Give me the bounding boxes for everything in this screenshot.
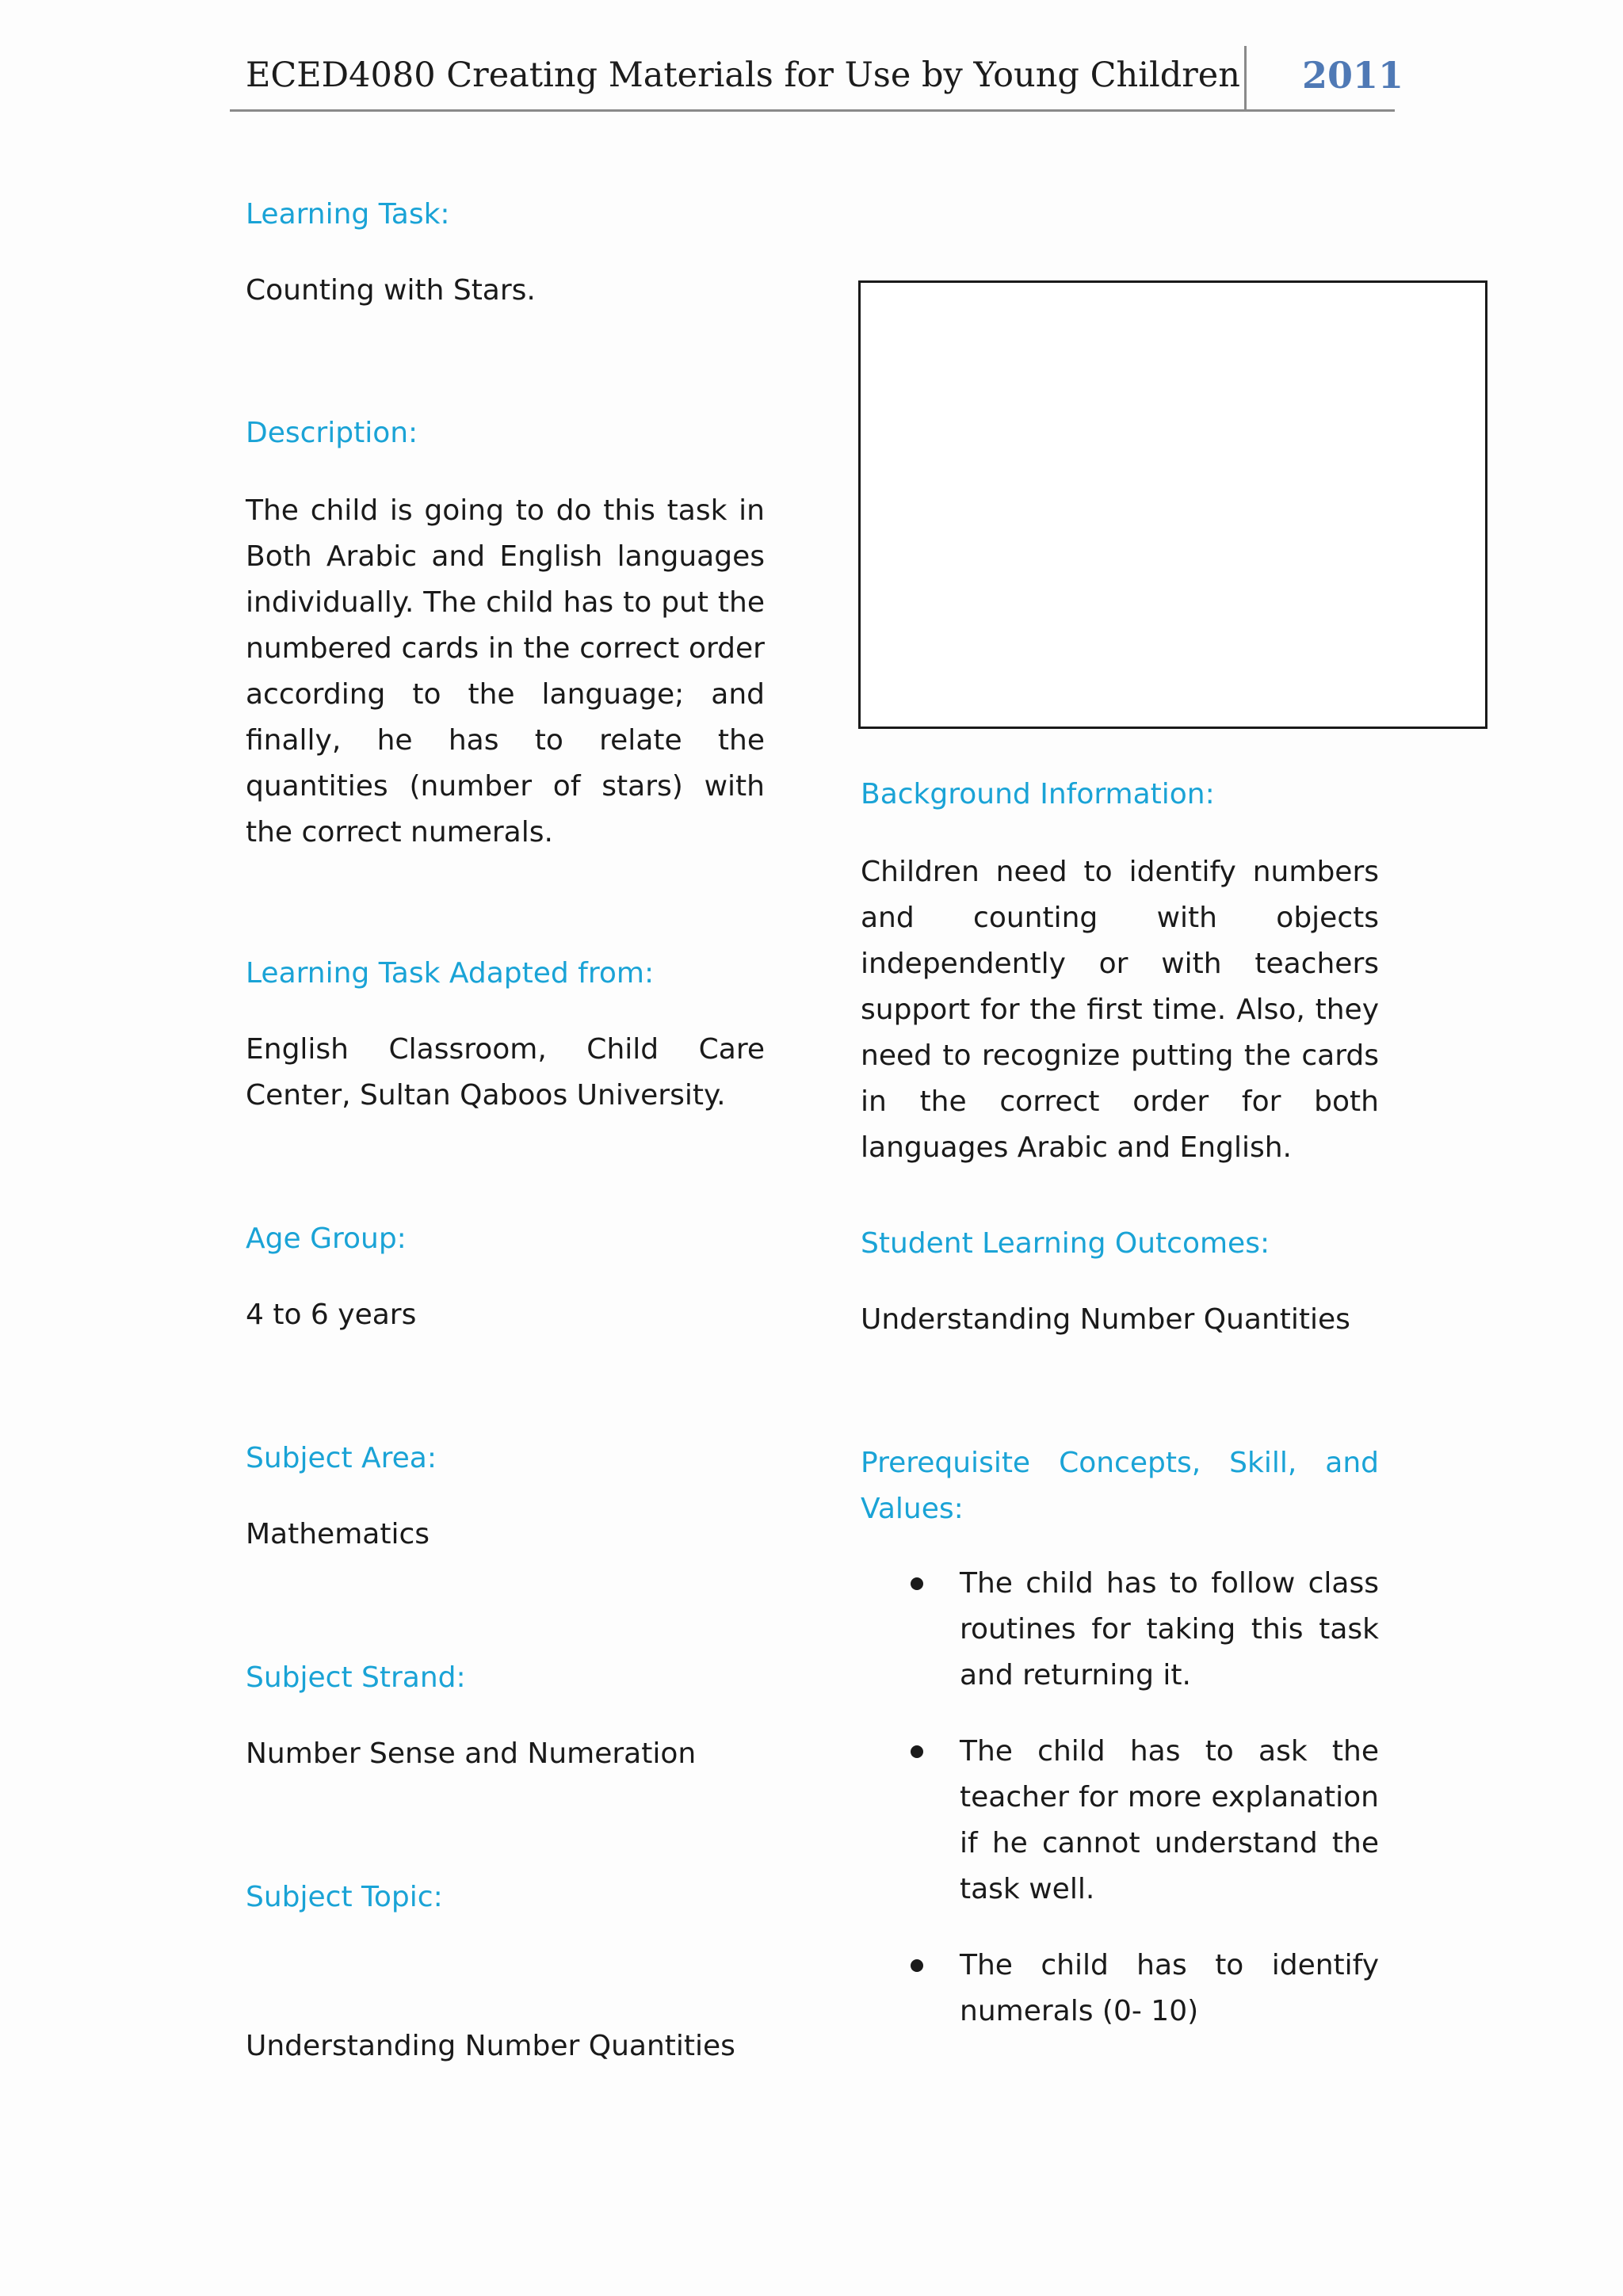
learning-outcomes-text: Understanding Number Quantities: [861, 1303, 1350, 1336]
learning-outcomes-heading: Student Learning Outcomes:: [861, 1227, 1270, 1260]
prerequisites-list: [907, 1561, 1379, 2065]
age-group-heading: Age Group:: [246, 1222, 407, 1255]
bullet-icon: [911, 1577, 923, 1590]
header-divider-horizontal: [230, 109, 1395, 112]
learning-task-heading: Learning Task:: [246, 198, 450, 231]
list-item: [907, 1729, 1379, 1913]
description-heading: Description:: [246, 417, 418, 449]
subject-topic-heading: Subject Topic:: [246, 1881, 443, 1913]
header-divider-vertical: [1244, 46, 1247, 111]
subject-area-text: Mathematics: [246, 1518, 430, 1550]
list-item-text: The child has to identify numerals (0- 10): [960, 1949, 1379, 2027]
image-placeholder-frame: [858, 280, 1487, 729]
course-title: ECED4080 Creating Materials for Use by Young Children: [246, 55, 1240, 95]
adapted-from-text: English Classroom, Child Care Center, Sultan Qaboos University.: [246, 1033, 765, 1112]
learning-task-text: Counting with Stars.: [246, 274, 536, 307]
subject-strand-heading: Subject Strand:: [246, 1661, 466, 1694]
list-item-text: The child has to ask the teacher for more explanation if he cannot understand the task well.: [960, 1735, 1379, 1905]
subject-strand-text: Number Sense and Numeration: [246, 1737, 697, 1770]
prerequisites-heading-line2: Values:: [861, 1493, 964, 1525]
age-group-text: 4 to 6 years: [246, 1299, 417, 1331]
bullet-icon: [911, 1959, 923, 1972]
subject-area-heading: Subject Area:: [246, 1442, 437, 1474]
course-year: 2011: [1302, 54, 1404, 97]
adapted-from-heading: Learning Task Adapted from:: [246, 957, 655, 990]
background-info-text: Children need to identify numbers and counting with objects independently or with teachers support for the first time. Also, they need to recognize putting the cards in the correct order for both languages Arabic and English.: [861, 856, 1379, 1164]
subject-topic-text: Understanding Number Quantities: [246, 2030, 735, 2062]
description-text: The child is going to do this task in Both Arabic and English languages individually. The child has to put the numbered cards in the correct order according to the language; and finally, he has to relate the quantities (number of stars) with the correct numerals.: [246, 494, 765, 849]
bullet-icon: [911, 1745, 923, 1758]
background-info-heading: Background Information:: [861, 778, 1215, 810]
list-item: [907, 1943, 1379, 2035]
list-item: [907, 1561, 1379, 1699]
prerequisites-heading-line1: Prerequisite Concepts, Skill, and: [861, 1447, 1379, 1479]
list-item-text: The child has to follow class routines for taking this task and returning it.: [960, 1567, 1379, 1691]
